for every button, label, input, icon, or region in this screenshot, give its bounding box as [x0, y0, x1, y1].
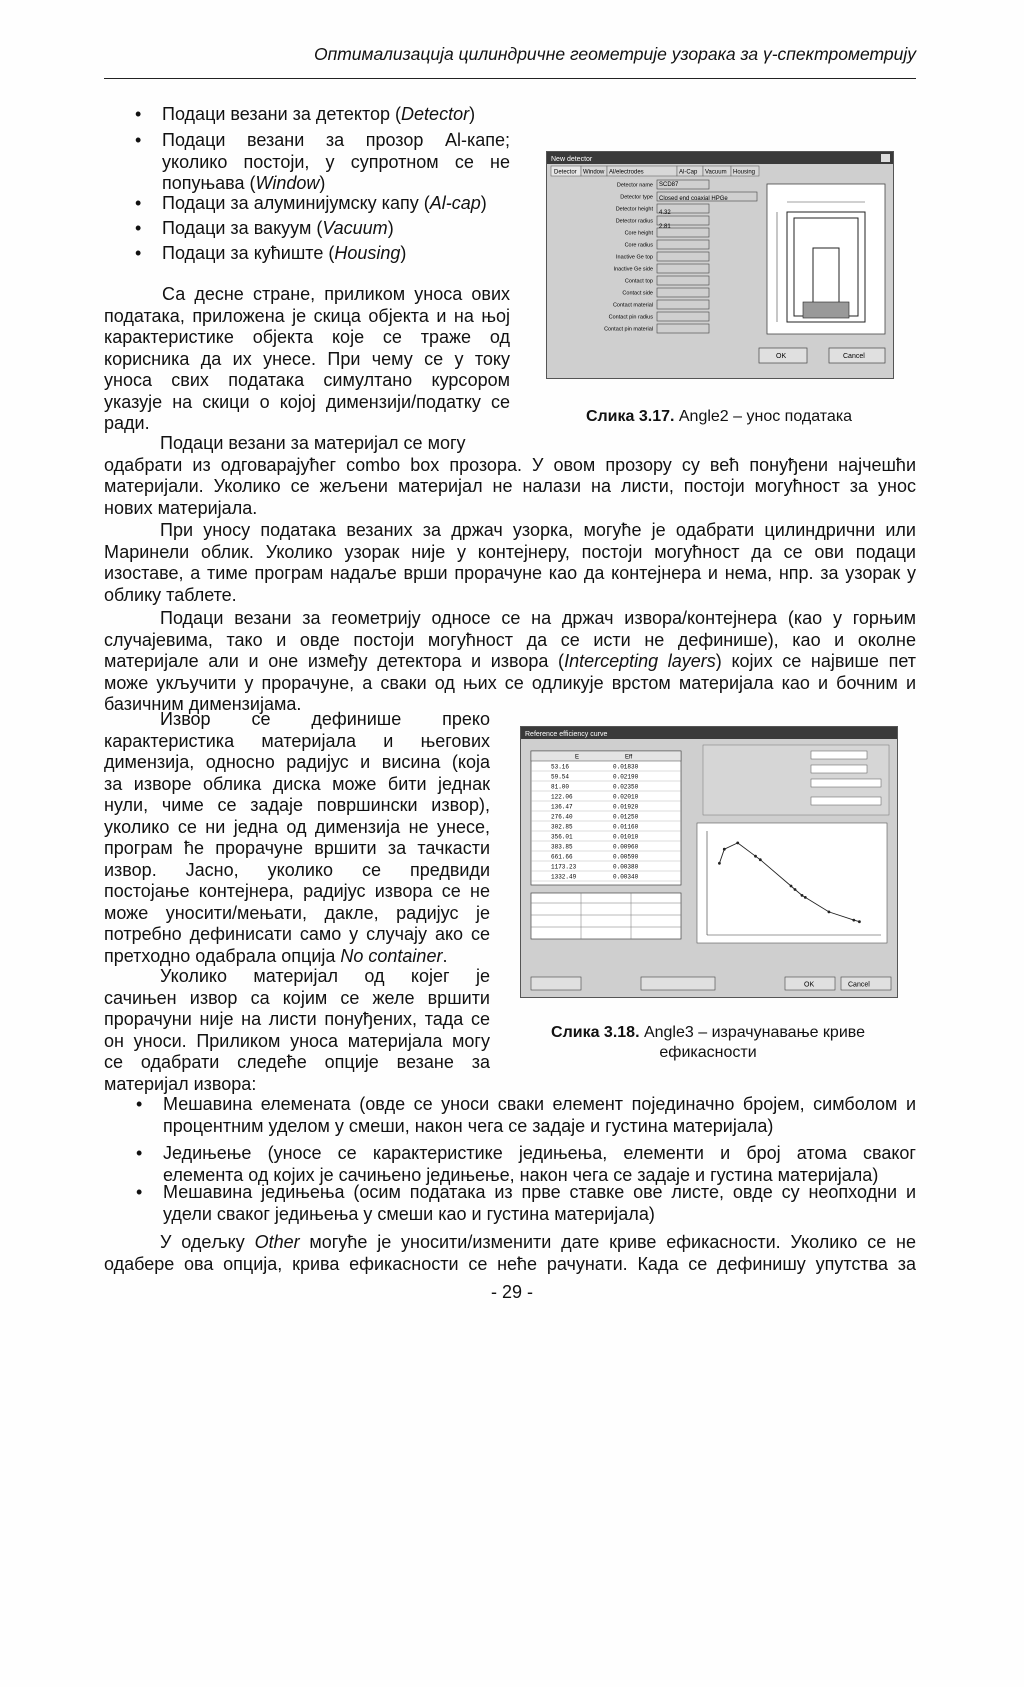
figure2-curve-point [736, 842, 739, 845]
figure1-value-name: SCD87 [659, 182, 679, 188]
figure2-cell: 383.85 [551, 843, 573, 851]
para-source: Извор се дефинише преко карактеристика материјала и његових димензија, односно радијус и висина (која за изворе облика диска може бити једнак нули, чиме се задаје површински извор), уколико се ни једна од димензија не унесе, програм ће прорачуне вршити за тачкасти извор. Јасно, уколико се предвиди постојање контејнера, радијус извора се не може уносити/мењати, дакле, радијус је потребно дефинисати само у случају ако се претходно одабрала опција No container. [104, 709, 490, 966]
figure2-regions-table [531, 893, 681, 939]
figure1-field-input [657, 252, 709, 261]
svg-text:Cancel: Cancel [843, 353, 865, 360]
figure2-cell: 0.00380 [613, 863, 639, 871]
figure2-curve-point [754, 855, 757, 858]
figure2-curve-point [852, 919, 855, 922]
svg-text:Al/electrodes: Al/electrodes [609, 169, 644, 176]
figure2-cell: 122.06 [551, 793, 573, 801]
svg-text:E: E [575, 754, 580, 761]
figure2-cell: 0.02350 [613, 783, 639, 791]
figure2-cell: 0.00340 [613, 873, 639, 881]
figure1-field-label: Contact material [612, 302, 653, 309]
para-source-material: Уколико материјал од којег је сачињен извор са којим се желе вршити прорачуни није на листи понуђених, тада се он уноси. Приликом уноса материјала могу се одабрати следеће опције везане за материјал извора: [104, 966, 490, 1094]
figure1-field-label: Detector height [615, 206, 653, 213]
figure-angle3-screenshot [520, 726, 898, 998]
figure1-field-label: Contact side [622, 290, 653, 297]
figure1-field-label: Detector type [620, 194, 653, 201]
svg-text:Window: Window [583, 169, 605, 176]
figure2-new-button [531, 977, 581, 990]
figure2-cell: 0.00590 [613, 853, 639, 861]
svg-text:Detector: Detector [554, 169, 577, 176]
figure1-titlebar [547, 152, 893, 164]
figure1-field-input [657, 276, 709, 285]
figure2-title: Reference efficiency curve [525, 731, 608, 738]
page-number: - 29 - [490, 1282, 533, 1302]
figure1-field-input [657, 288, 709, 297]
figure2-curve-point [828, 911, 831, 914]
figure2-cell: 0.01250 [613, 813, 639, 821]
svg-text:Vacuum: Vacuum [705, 169, 727, 176]
figure1-value-type: Closed end coaxial HPGe [659, 196, 728, 202]
header-rule [104, 78, 916, 79]
figure2-cell: 1173.23 [551, 863, 577, 871]
figure2-cell: 0.01010 [613, 833, 639, 841]
figure1-field-label: Inactive Ge side [613, 266, 653, 273]
figure1-field-label: Core radius [624, 242, 653, 249]
figure1-field-input [657, 324, 709, 333]
figure1-title: New detector [551, 156, 593, 163]
figure1-value-radius: 2.81 [659, 224, 671, 230]
figure2-load-button [641, 977, 715, 990]
svg-text:Housing: Housing [733, 169, 756, 176]
figure2-cell: 1332.49 [551, 873, 577, 881]
figure1-field-input [657, 264, 709, 273]
figure1-tabs [551, 166, 759, 176]
svg-text:Eff: Eff [625, 754, 633, 761]
figure1-field-input [657, 300, 709, 309]
figure1-field-label: Contact pin radius [608, 314, 653, 321]
figure2-cell: 53.16 [551, 763, 570, 771]
figure1-field-input [657, 312, 709, 321]
figure2-caption: Слика 3.18. Angle3 – израчунавање криве ефикасности [551, 1024, 865, 1061]
figure1-field-label: Detector name [616, 182, 653, 189]
figure1-field-label: Contact top [624, 278, 653, 285]
para-other: У одељку Other могуће је уносити/изменити дате криве ефикасности. Уколико се не одабере ова опција, крива ефикасности се неће рачунати. Када се дефинишу упутства за [104, 1232, 916, 1274]
bullet-detector: • Подаци везани за детектор (Detector) [135, 104, 476, 124]
bullet-compound: • Једињење (уносе се карактеристике једињења, елементи и број атома сваког елемента од којих је сачињено једињење, након чега се задаје и густина материјала) [136, 1143, 916, 1185]
figure1-field-input [657, 240, 709, 249]
figure2-cell: 0.01830 [613, 763, 639, 771]
figure1-detector-sketch [767, 184, 885, 334]
figure2-cell: 81.00 [551, 783, 570, 791]
figure1-field-label: Inactive Ge top [616, 254, 653, 261]
figure2-curve-point [790, 885, 793, 888]
figure-angle2-screenshot [546, 151, 894, 379]
figure2-cell: 661.66 [551, 853, 573, 861]
figure2-efficiency-plot [697, 823, 887, 943]
figure2-curve-point [723, 848, 726, 851]
figure2-curve-point [718, 862, 721, 865]
svg-text:OK: OK [804, 981, 815, 989]
figure2-curve-point [858, 920, 861, 923]
figure2-cell: 0.02190 [613, 773, 639, 781]
figure1-close-icon [881, 154, 890, 162]
figure2-cell: 0.01160 [613, 823, 639, 831]
svg-text:Al-Cap: Al-Cap [679, 169, 698, 176]
para-material: Подаци везани за материјал се могу одабрати из одговарајућег combo box прозора. У овом прозору су већ понуђени најчешћи материјали. Уколико се жељени материјал не налази на листи, постоји могућност за унос нових материјала. [104, 433, 916, 518]
bullet-compound-mixture: • Мешавина једињења (осим података из прве ставке ове листе, овде су неопходни и удели сваког једињења у смеши као и густина материјала) [136, 1182, 916, 1224]
figure2-cell: 59.54 [551, 773, 570, 781]
para-holder: При уносу података везаних за држач узорка, могуће је одабрати цилиндрични или Маринели облик. Уколико узорак није у контејнеру, постоји могућност да се ови подаци изоставе, а тиме програм надаље врши прорачуне као да контејнера и нема, нпр. за узорак у облику таблете. [104, 520, 916, 605]
figure2-curve-point [759, 858, 762, 861]
figure2-cell: 136.47 [551, 803, 573, 811]
svg-text:Cancel: Cancel [848, 981, 870, 989]
para-geometry: Подаци везани за геометрију односе се на држач извора/контејнера (као у горњим случајевима, тако и овде постоји могућност да се исти не дефинише), као и околне материјале али и оне између детектора и извора (Intercepting layers) којих се највише пет може укључити у прорачуне, а сваки од њих се одликује врстом материјала као и бочним и базичним димензијама. [104, 608, 916, 714]
bullet-window: • Подаци везани за прозор Al-капе; уколико постоји, у супротном се не попуњава (Window) [135, 130, 510, 193]
para-sketch: Са десне стране, приликом уноса ових података, приложена је скица објекта и на њој карактеристике објекта које се траже од корисника да их унесе. При чему се у току уноса свих података симултано курсором указује на скици о којој димензији/податку се ради. [104, 284, 510, 433]
figure1-value-height: 4.32 [659, 210, 671, 216]
figure1-form-fields [604, 180, 757, 333]
figure1-field-label: Contact pin material [604, 326, 653, 333]
bullet-al-cap: • Подаци за алуминијумску капу (Al-cap) [135, 193, 487, 213]
figure2-cell: 0.02010 [613, 793, 639, 801]
figure1-caption: Слика 3.17. Angle2 – унос података [585, 408, 853, 425]
figure2-cell: 276.40 [551, 813, 573, 821]
bullet-housing: • Подаци за кућиште (Housing) [135, 243, 407, 263]
figure1-field-label: Detector radius [615, 218, 653, 225]
bullet-vacuum: • Подаци за вакуум (Vacuum) [135, 218, 394, 238]
figure2-cell: 356.01 [551, 833, 573, 841]
bullet-element-mixture: • Мешавина елемената (овде се уноси сваки елемент појединачно бројем, симболом и процентним уделом у смеши, након чега се задаје и густина материјала) [136, 1094, 916, 1136]
svg-text:OK: OK [776, 353, 787, 360]
figure2-curve-point [801, 894, 804, 897]
figure2-cell: 0.00960 [613, 843, 639, 851]
figure2-cell: 0.01920 [613, 803, 639, 811]
figure2-cell: 302.85 [551, 823, 573, 831]
running-header: Оптимализација цилиндричне геометрије узорака за γ-спектрометрију [313, 44, 916, 64]
figure1-field-label: Core height [624, 230, 653, 237]
figure2-curve-point [794, 888, 797, 891]
figure2-curve-point [804, 896, 807, 899]
